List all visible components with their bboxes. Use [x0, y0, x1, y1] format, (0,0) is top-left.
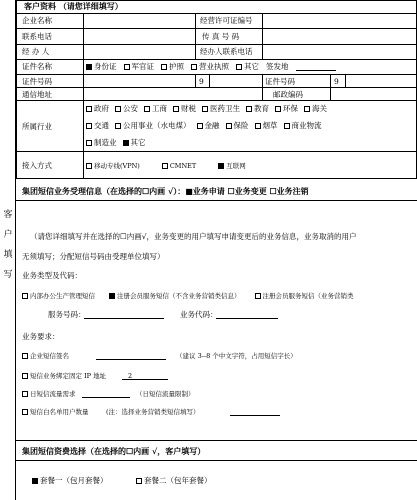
col-divider: [195, 13, 196, 59]
industry-label: 所属行业: [22, 122, 52, 131]
access-option[interactable]: 移动专线(VPN): [86, 162, 140, 170]
fax-field[interactable]: [263, 29, 416, 43]
cert-options: [86, 62, 336, 71]
checkbox-icon: [86, 123, 92, 129]
checkbox-icon: [115, 106, 121, 112]
biz-type-option[interactable]: 内部办公生产管理短信: [22, 292, 95, 300]
package-option-2[interactable]: 套餐二（包年套餐）: [136, 476, 212, 485]
sms-no-field[interactable]: [84, 310, 164, 319]
checkbox-icon: [22, 409, 28, 415]
row-divider: [16, 59, 417, 60]
industry-option[interactable]: 公安: [115, 104, 138, 113]
checkbox-icon: [275, 106, 281, 112]
checkbox-icon: [236, 64, 242, 70]
fax-label: 传 真 号 码: [202, 32, 240, 41]
checkbox-icon: [86, 140, 92, 146]
cert-no-label-1: 证件号码: [22, 77, 52, 86]
agent-phone-label: 经办人联系电话: [200, 47, 253, 56]
checkbox-icon: [161, 64, 167, 70]
checkbox-checked-icon: [218, 163, 224, 169]
cert-option[interactable]: 军官证: [124, 62, 155, 71]
industry-option[interactable]: 制造业: [86, 138, 117, 147]
industry-option[interactable]: 烟草: [255, 121, 278, 130]
col-divider: [195, 74, 196, 87]
issuer-label: 签发地: [266, 62, 289, 71]
customer-header: 客户资料 （请您详细填写）: [24, 1, 123, 11]
checkbox-checked-icon: [32, 478, 38, 484]
access-label: 接入方式: [22, 161, 52, 170]
whitelist-option[interactable]: 短信白名单用户数量: [22, 408, 89, 416]
checkbox-icon: [255, 123, 261, 129]
instruction-line-2: 无须填写；分配短信号码由受理单位填写）: [22, 252, 165, 261]
phone-label: 联系电话: [22, 32, 52, 41]
industry-option[interactable]: 医药卫生: [202, 104, 240, 113]
row-divider: [16, 178, 417, 179]
row-divider: [16, 151, 417, 152]
package-option-1[interactable]: 套餐一（包月套餐）: [32, 476, 108, 485]
checkbox-icon: [304, 106, 310, 112]
checkbox-checked-icon: [123, 140, 129, 146]
access-option[interactable]: CMNET: [162, 162, 196, 170]
industry-option[interactable]: 海关: [304, 104, 327, 113]
issuer-field[interactable]: [296, 62, 336, 71]
volume-hint: （日短信流量限制）: [136, 390, 195, 398]
postcode-field[interactable]: [331, 88, 416, 99]
address-field[interactable]: [84, 88, 261, 99]
postcode-label: 邮政编码: [273, 90, 303, 99]
industry-option[interactable]: 金融: [197, 121, 220, 130]
checkbox-icon: [197, 123, 203, 129]
signature-option[interactable]: 企业短信签名: [22, 352, 69, 360]
agent-field[interactable]: [84, 45, 194, 58]
biz-code-label: 业务代码：: [180, 310, 218, 319]
industry-option[interactable]: 财税: [173, 104, 196, 113]
checkbox-icon: [284, 123, 290, 129]
agent-label: 经 办 人: [22, 47, 50, 56]
industry-option[interactable]: 商业物流: [284, 121, 322, 130]
biz-type-option[interactable]: 注册会员服务短信（不含业务营销类信息）: [109, 292, 241, 300]
ip-field[interactable]: 2: [122, 372, 168, 380]
access-option[interactable]: 互联网: [218, 162, 246, 170]
checkbox-icon: [191, 64, 197, 70]
industry-option[interactable]: 环保: [275, 104, 298, 113]
side-label: 客 户 填 写: [3, 210, 13, 280]
checkbox-checked-icon: [86, 64, 92, 70]
biz-type-label: 业务类型及代码：: [22, 271, 82, 280]
col-divider: [262, 74, 263, 87]
industry-option[interactable]: 工商: [144, 104, 167, 113]
cert-option[interactable]: 护照: [161, 62, 184, 71]
checkbox-icon: [173, 106, 179, 112]
biz-type-option[interactable]: 注册会员服务短信（业务营销类: [255, 292, 354, 300]
cert-no-digit-2[interactable]: 9: [334, 77, 339, 86]
section-divider: [16, 440, 417, 441]
volume-field[interactable]: [82, 390, 130, 398]
checkbox-icon: [246, 106, 252, 112]
section-divider: [16, 460, 417, 461]
checkbox-icon: [86, 163, 92, 169]
checkbox-icon: [144, 106, 150, 112]
whitelist-field[interactable]: [230, 408, 280, 416]
col-divider: [262, 87, 263, 100]
col-divider: [330, 74, 331, 87]
company-name-label: 企业名称: [22, 16, 52, 25]
checkbox-icon: [162, 163, 168, 169]
sms-service-title: 集团短信业务受理信息（在选择的☐内画 √）：■业务申请 ☐业务变更 ☐业务注销: [22, 186, 309, 196]
agent-phone-field[interactable]: [263, 45, 416, 58]
checkbox-icon: [115, 123, 121, 129]
checkbox-icon: [22, 293, 28, 299]
license-no-field[interactable]: [263, 14, 416, 27]
col-divider: [345, 74, 346, 87]
industry-row-3: [86, 138, 146, 147]
row-divider: [16, 100, 417, 101]
checkbox-icon: [86, 106, 92, 112]
checkbox-icon: [22, 353, 28, 359]
industry-option[interactable]: 保险: [226, 121, 249, 130]
checkbox-icon: [255, 293, 261, 299]
section-divider: [16, 200, 417, 201]
checkbox-icon: [202, 106, 208, 112]
cert-option[interactable]: 营业执照: [191, 62, 229, 71]
col-divider: [209, 74, 210, 87]
signature-field[interactable]: [96, 352, 166, 360]
signature-hint: （建议 3--8 个中文字符，占用短信字长）: [176, 352, 297, 360]
checkbox-icon: [136, 478, 142, 484]
checkbox-icon: [226, 123, 232, 129]
industry-option[interactable]: 其它: [123, 138, 146, 147]
cert-option[interactable]: 其它: [236, 62, 259, 71]
row-divider: [16, 74, 417, 75]
industry-option[interactable]: 教育: [246, 104, 269, 113]
biz-type-options: [22, 292, 354, 300]
sms-no-label: 服务号码：: [48, 310, 86, 319]
access-options: [86, 162, 246, 170]
checkbox-checked-icon: [109, 293, 115, 299]
industry-row-1: [86, 104, 327, 113]
volume-option[interactable]: 日短信流量需求: [22, 390, 76, 398]
company-name-field[interactable]: [84, 14, 194, 27]
cert-option[interactable]: 身份证: [86, 62, 117, 71]
checkbox-icon: [124, 64, 130, 70]
package-title: 集团短信资费选择（在选择的☐内画 √，客户填写）: [22, 446, 206, 456]
ip-option[interactable]: 短信业务绑定固定 IP 地址: [22, 372, 106, 380]
industry-row-2: [86, 121, 322, 130]
checkbox-icon: [22, 373, 28, 379]
industry-option[interactable]: 公用事业（水电煤）: [115, 121, 191, 130]
requirements-label: 业务要求：: [22, 332, 60, 341]
phone-field[interactable]: [84, 29, 194, 43]
industry-option[interactable]: 交通: [86, 121, 109, 130]
whitelist-hint: (注：选择业务营销类短信填写）: [106, 408, 200, 416]
instruction-line-1: （请您详细填写并在选择的☐内画√，业务变更的用户填写申请变更后的业务信息，业务取消的用户: [30, 232, 357, 241]
cert-no-label-2: 证件号码: [265, 77, 295, 86]
industry-option[interactable]: 政府: [86, 104, 109, 113]
checkbox-icon: [22, 391, 28, 397]
cert-no-digit-1[interactable]: 9: [199, 77, 204, 86]
cert-name-label: 证件名称: [22, 62, 52, 71]
address-label: 通信地址: [22, 90, 52, 99]
license-no-label: 经营许可证编号: [200, 16, 253, 25]
biz-code-field[interactable]: [216, 310, 278, 319]
